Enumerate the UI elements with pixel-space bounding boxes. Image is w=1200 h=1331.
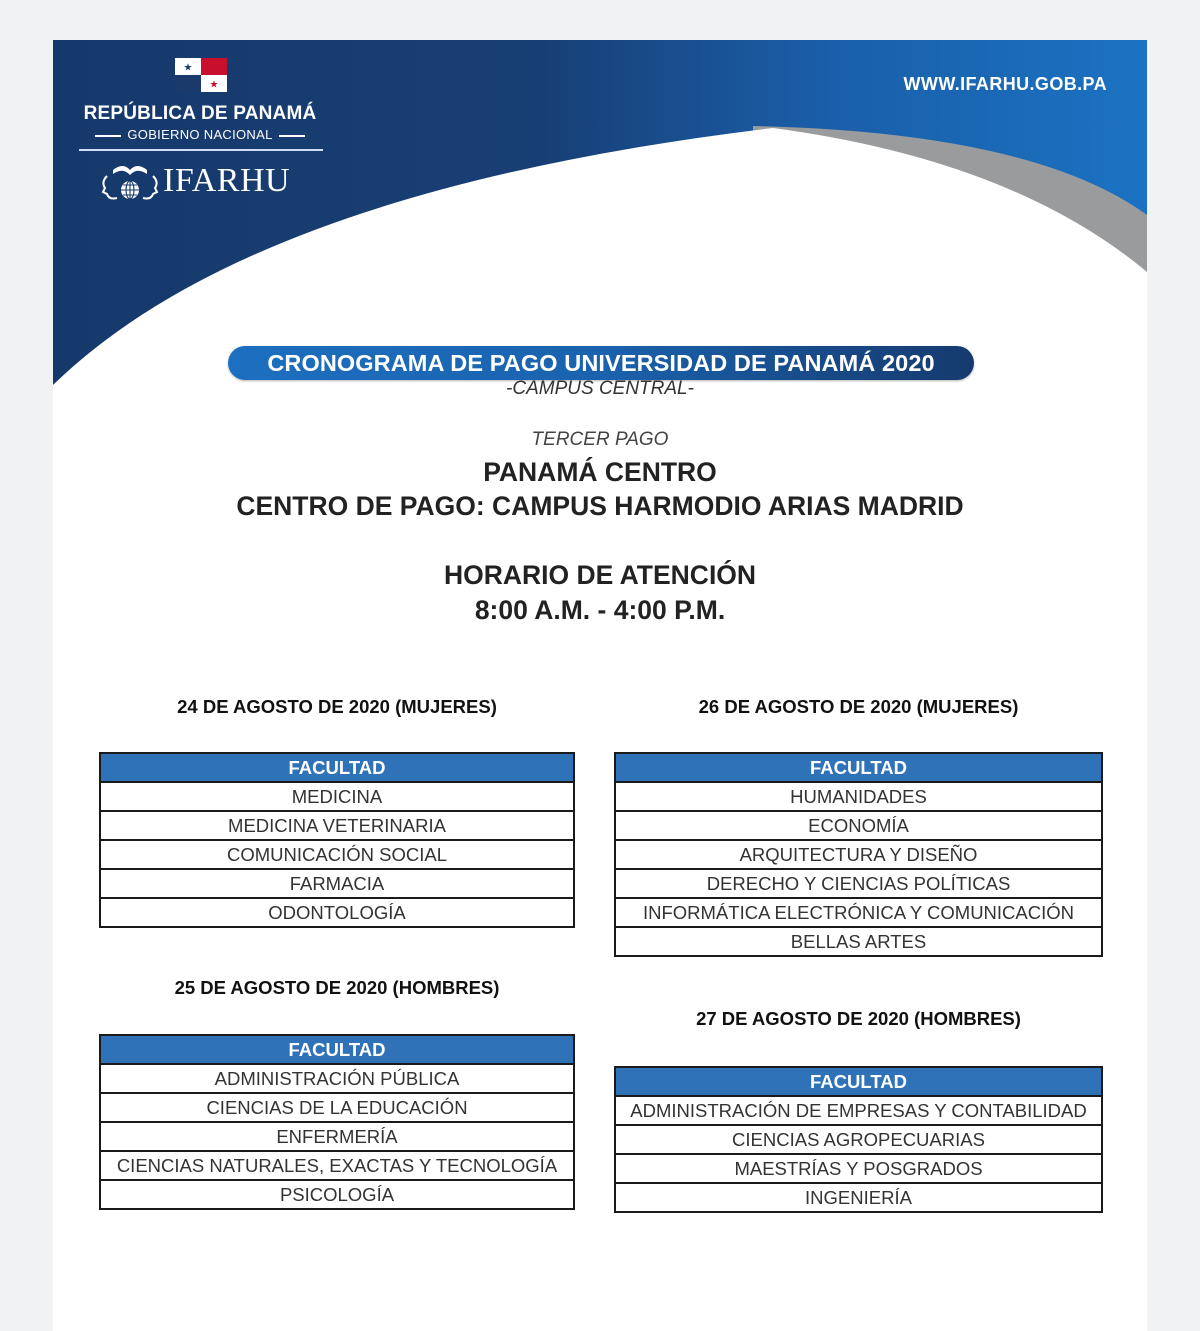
faculty-table-25: [99, 1034, 575, 1210]
table-row: ENFERMERÍA: [100, 1122, 574, 1151]
table-header: FACULTAD: [615, 1067, 1102, 1096]
country-title: REPÚBLICA DE PANAMÁ: [83, 103, 317, 124]
faculty-table-27: [614, 1066, 1103, 1213]
table-header: FACULTAD: [100, 1035, 574, 1064]
table-row: CIENCIAS DE LA EDUCACIÓN: [100, 1093, 574, 1122]
table-row: MAESTRÍAS Y POSGRADOS: [615, 1154, 1102, 1183]
faculty-table-24: [99, 752, 575, 928]
table-row: MEDICINA VETERINARIA: [100, 811, 574, 840]
schedule-date-24: 24 DE AGOSTO DE 2020 (MUJERES): [177, 696, 497, 717]
schedule-date-27: 27 DE AGOSTO DE 2020 (HOMBRES): [696, 1008, 1021, 1029]
table-row: FARMACIA: [100, 869, 574, 898]
dash-left: [95, 135, 121, 137]
table-row: INFORMÁTICA ELECTRÓNICA Y COMUNICACIÓN: [615, 898, 1102, 927]
region-heading: PANAMÁ CENTRO: [483, 457, 717, 487]
table-row: ADMINISTRACIÓN PÚBLICA: [100, 1064, 574, 1093]
table-row: CIENCIAS NATURALES, EXACTAS Y TECNOLOGÍA: [100, 1151, 574, 1180]
table-row: CIENCIAS AGROPECUARIAS: [615, 1125, 1102, 1154]
government-subtitle: [77, 127, 323, 142]
ifarhu-logo: [99, 156, 290, 206]
table-row: ARQUITECTURA Y DISEÑO: [615, 840, 1102, 869]
document-page: [53, 40, 1147, 1331]
table-header: FACULTAD: [100, 753, 574, 782]
ifarhu-emblem-icon: [99, 156, 161, 206]
website-link[interactable]: WWW.IFARHU.GOB.PA: [903, 74, 1107, 94]
table-row: BELLAS ARTES: [615, 927, 1102, 956]
payment-center-heading: CENTRO DE PAGO: CAMPUS HARMODIO ARIAS MADRID: [236, 491, 964, 521]
ifarhu-wordmark: IFARHU: [163, 162, 291, 199]
hours-label: HORARIO DE ATENCIÓN: [443, 560, 757, 590]
government-label: GOBIERNO NACIONAL: [127, 127, 273, 142]
table-row: ADMINISTRACIÓN DE EMPRESAS Y CONTABILIDAD: [615, 1096, 1102, 1125]
table-row: COMUNICACIÓN SOCIAL: [100, 840, 574, 869]
table-row: PSICOLOGÍA: [100, 1180, 574, 1209]
schedule-date-26: 26 DE AGOSTO DE 2020 (MUJERES): [698, 696, 1019, 717]
table-row: HUMANIDADES: [615, 782, 1102, 811]
table-header: FACULTAD: [615, 753, 1102, 782]
table-row: ODONTOLOGÍA: [100, 898, 574, 927]
table-row: DERECHO Y CIENCIAS POLÍTICAS: [615, 869, 1102, 898]
header-divider: [79, 149, 323, 151]
table-row: ECONOMÍA: [615, 811, 1102, 840]
payment-number: TERCER PAGO: [531, 429, 669, 450]
schedule-title-banner: CRONOGRAMA DE PAGO UNIVERSIDAD DE PANAMÁ 2020: [228, 346, 974, 380]
dash-right: [279, 135, 305, 137]
faculty-table-26: [614, 752, 1103, 957]
table-row: INGENIERÍA: [615, 1183, 1102, 1212]
svg-text:★: ★: [209, 79, 219, 91]
hours-value: 8:00 A.M. - 4:00 P.M.: [474, 595, 726, 625]
panama-flag-icon: [175, 58, 227, 92]
schedule-date-25: 25 DE AGOSTO DE 2020 (HOMBRES): [174, 977, 500, 998]
table-row: MEDICINA: [100, 782, 574, 811]
campus-subtitle: -CAMPUS CENTRAL-: [506, 378, 694, 399]
svg-text:★: ★: [183, 62, 193, 74]
